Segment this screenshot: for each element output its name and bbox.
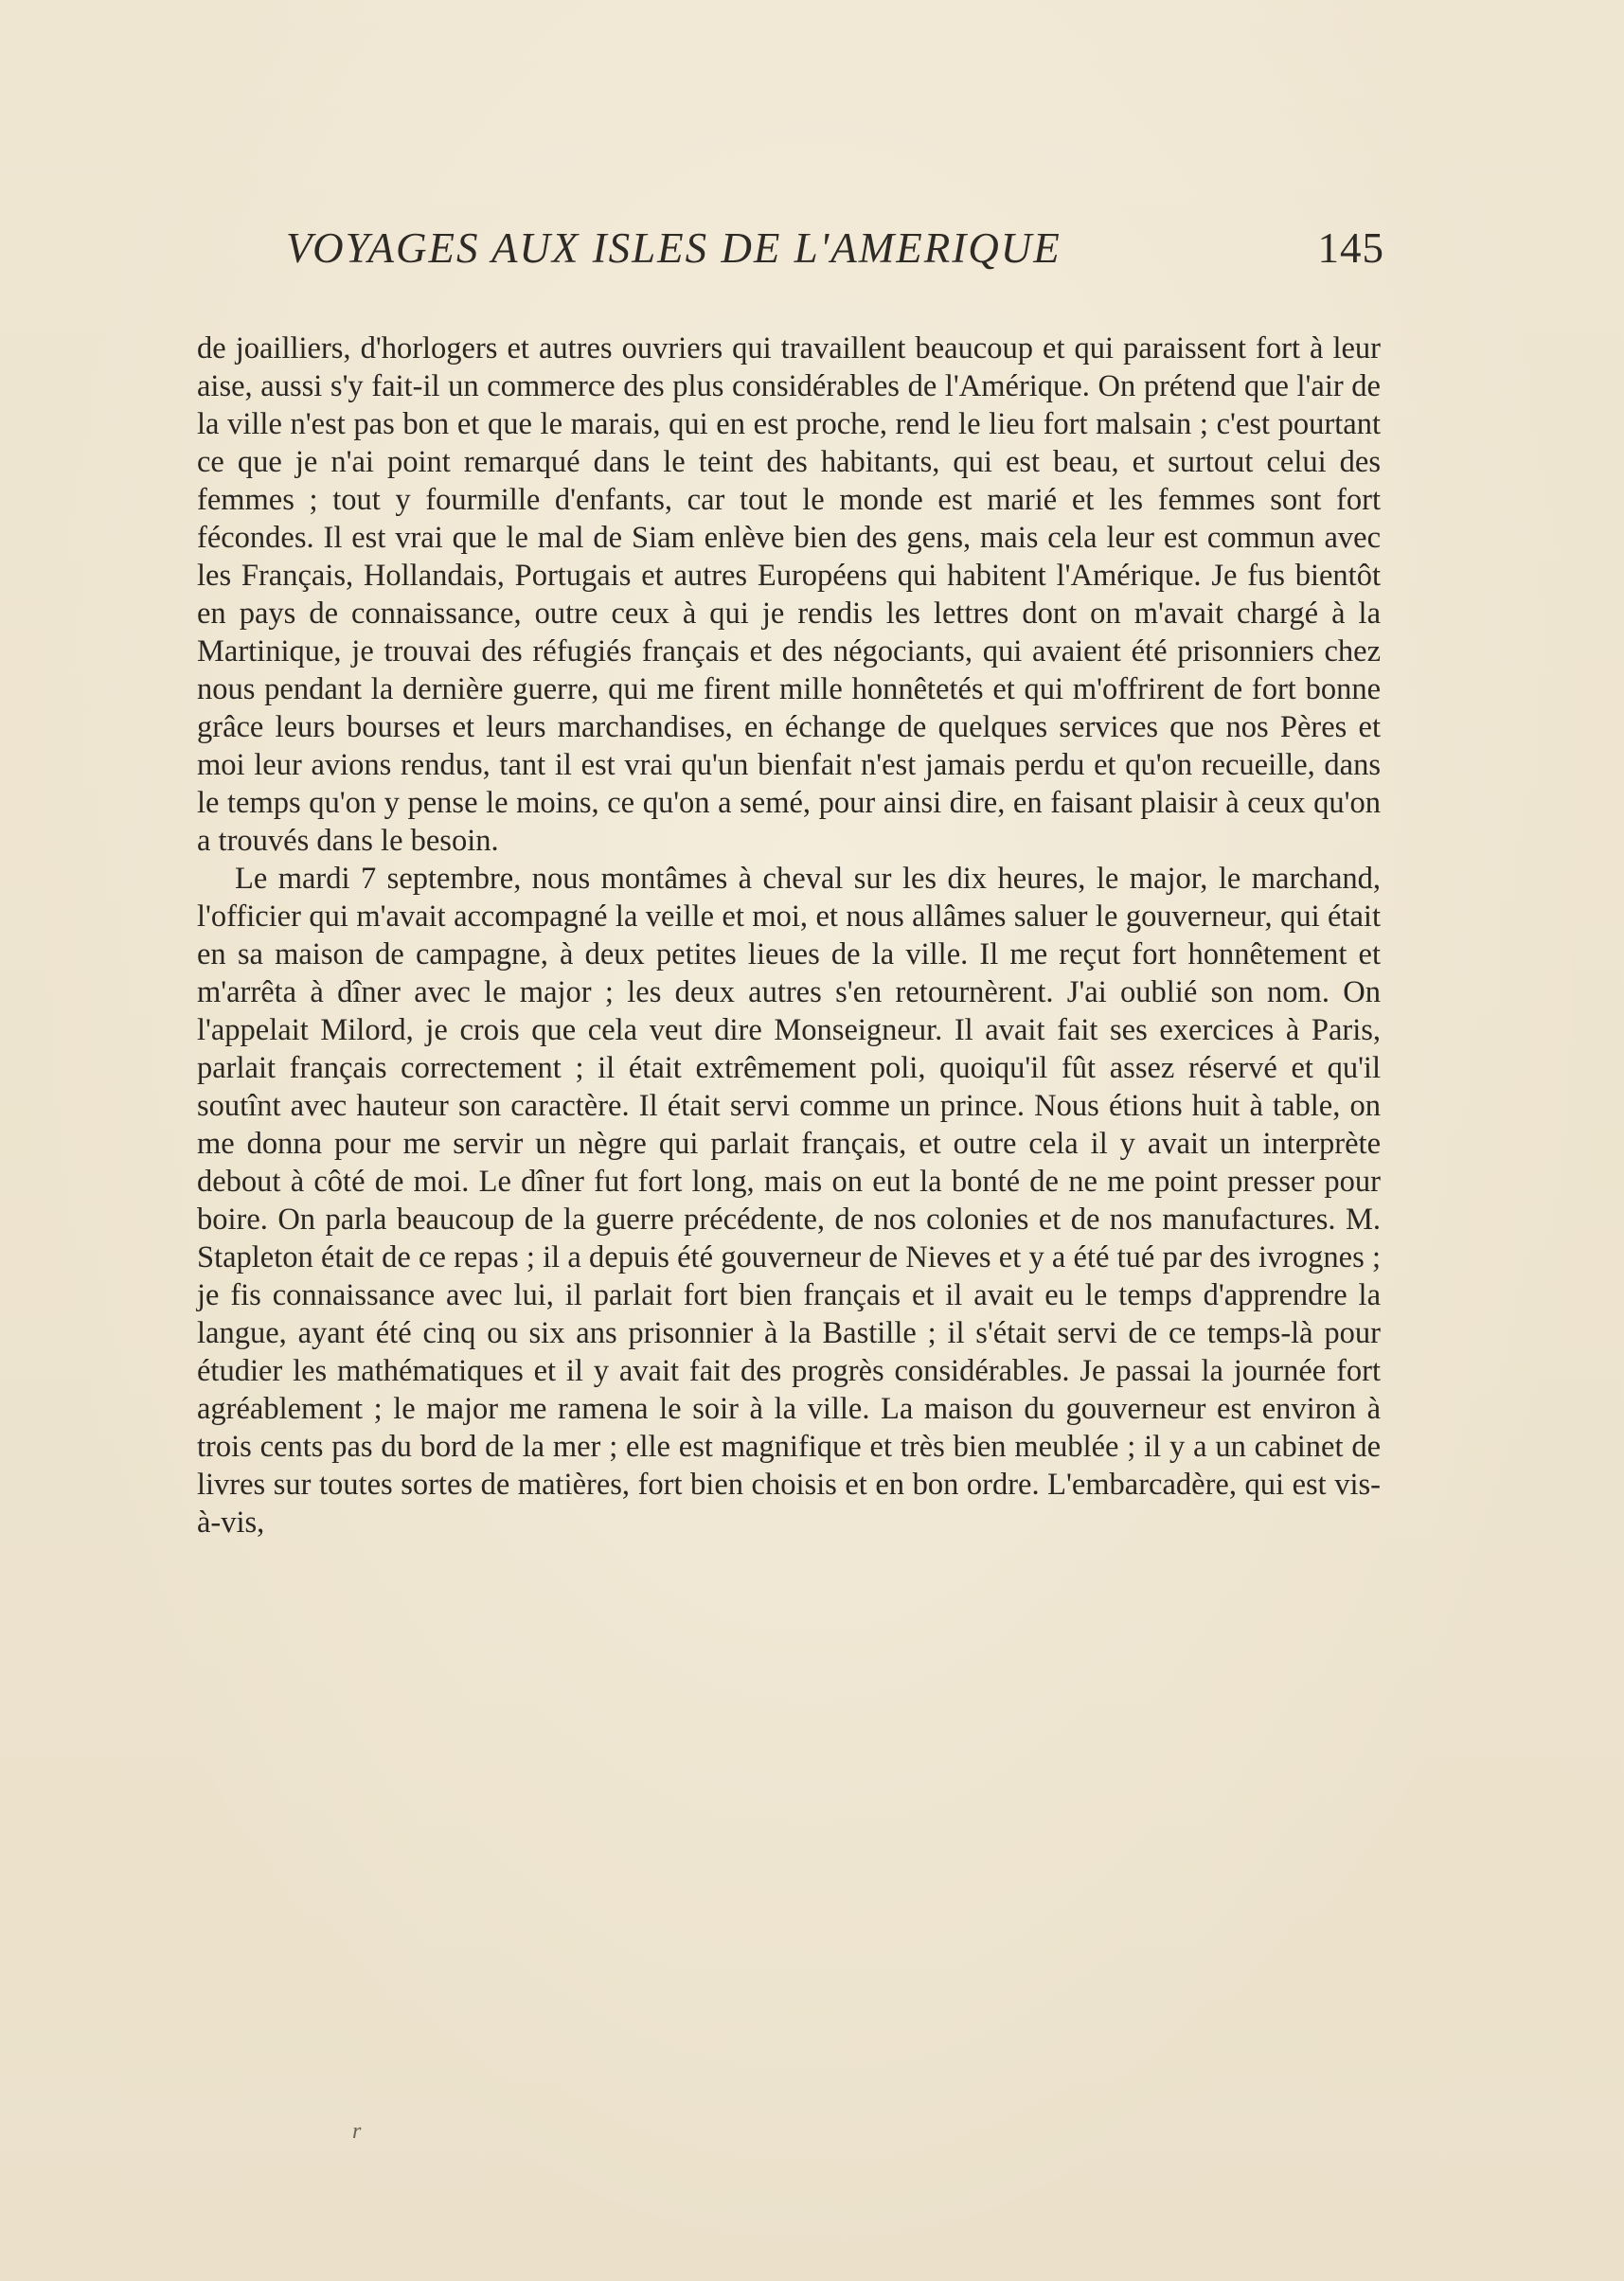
paragraph-1: de joailliers, d'horlogers et autres ouvriers qui travaillent beaucoup et qui paraissent fort à leur aise, aussi s'y fait-il un commerce des plus considérables de l'Amérique. On prétend que l'air de la ville n'est pas bon et que le marais, qui en est proche, rend le lieu fort malsain ; c'est pourtant ce que je n'ai point remarqué dans le teint des habitants, qui est beau, et surtout celui des femmes ; tout y fourmille d'enfants, car tout le monde est marié et les femmes sont fort fécondes. Il est vrai que le mal de Siam enlève bien des gens, mais cela leur est commun avec les Français, Hollandais, Portugais et autres Européens qui habitent l'Amérique. Je fus bientôt en pays de connaissance, outre ceux à qui je rendis les lettres dont on m'avait chargé à la Martinique, je trouvai des réfugiés français et des négociants, qui avaient été prisonniers chez nous pendant la dernière guerre, qui me firent mille honnêtetés et qui m'offrirent de fort bonne grâce leurs bourses et leurs marchandises, en échange de quelques services que nos Pères et moi leur avions rendus, tant il est vrai qu'un bienfait n'est jamais perdu et qu'on recueille, dans le temps qu'on y pense le moins, ce qu'on a semé, pour ainsi dire, en faisant plaisir à ceux qu'on a trouvés dans le besoin. — [197, 331, 1381, 858]
running-title: VOYAGES AUX ISLES DE L'AMERIQUE — [286, 224, 1062, 272]
page-number: 145 — [1317, 224, 1384, 272]
paragraph-2: Le mardi 7 septembre, nous montâmes à cheval sur les dix heures, le major, le marchand, l'officier qui m'avait accompagné la veille et moi, et nous allâmes saluer le gouverneur, qui était en sa maison de campagne, à deux petites lieues de la ville. Il me reçut fort honnêtement et m'arrêta à dîner avec le major ; les deux autres s'en retournèrent. J'ai oublié son nom. On l'appelait Milord, je crois que cela veut dire Monseigneur. Il avait fait ses exercices à Paris, parlait français correctement ; il était extrêmement poli, quoiqu'il fût assez réservé et qu'il soutînt avec hauteur son caractère. Il était servi comme un prince. Nous étions huit à table, on me donna pour me servir un nègre qui parlait français, et outre cela il y avait un interprète debout à côté de moi. Le dîner fut fort long, mais on eut la bonté de ne me point presser pour boire. On parla beaucoup de la guerre précédente, de nos colonies et de nos manufactures. M. Stapleton était de ce repas ; il a depuis été gouverneur de Nieves et y a été tué par des ivrognes ; je fis connaissance avec lui, il parlait fort bien français et il avait eu le temps d'apprendre la langue, ayant été cinq ou six ans prisonnier à la Bastille ; il s'était servi de ce temps-là pour étudier les mathématiques et il y avait fait des progrès considérables. Je passai la journée fort agréablement ; le major me ramena le soir à la ville. La maison du gouverneur est environ à trois cents pas du bord de la mer ; elle est magnifique et très bien meublée ; il y a un cabinet de livres sur toutes sortes de matières, fort bien choisis et en bon ordre. L'embarcadère, qui est vis-à-vis, — [197, 862, 1381, 1540]
running-header — [248, 223, 1384, 290]
footer-mark: r — [352, 2119, 362, 2144]
body-text — [197, 330, 1381, 1541]
